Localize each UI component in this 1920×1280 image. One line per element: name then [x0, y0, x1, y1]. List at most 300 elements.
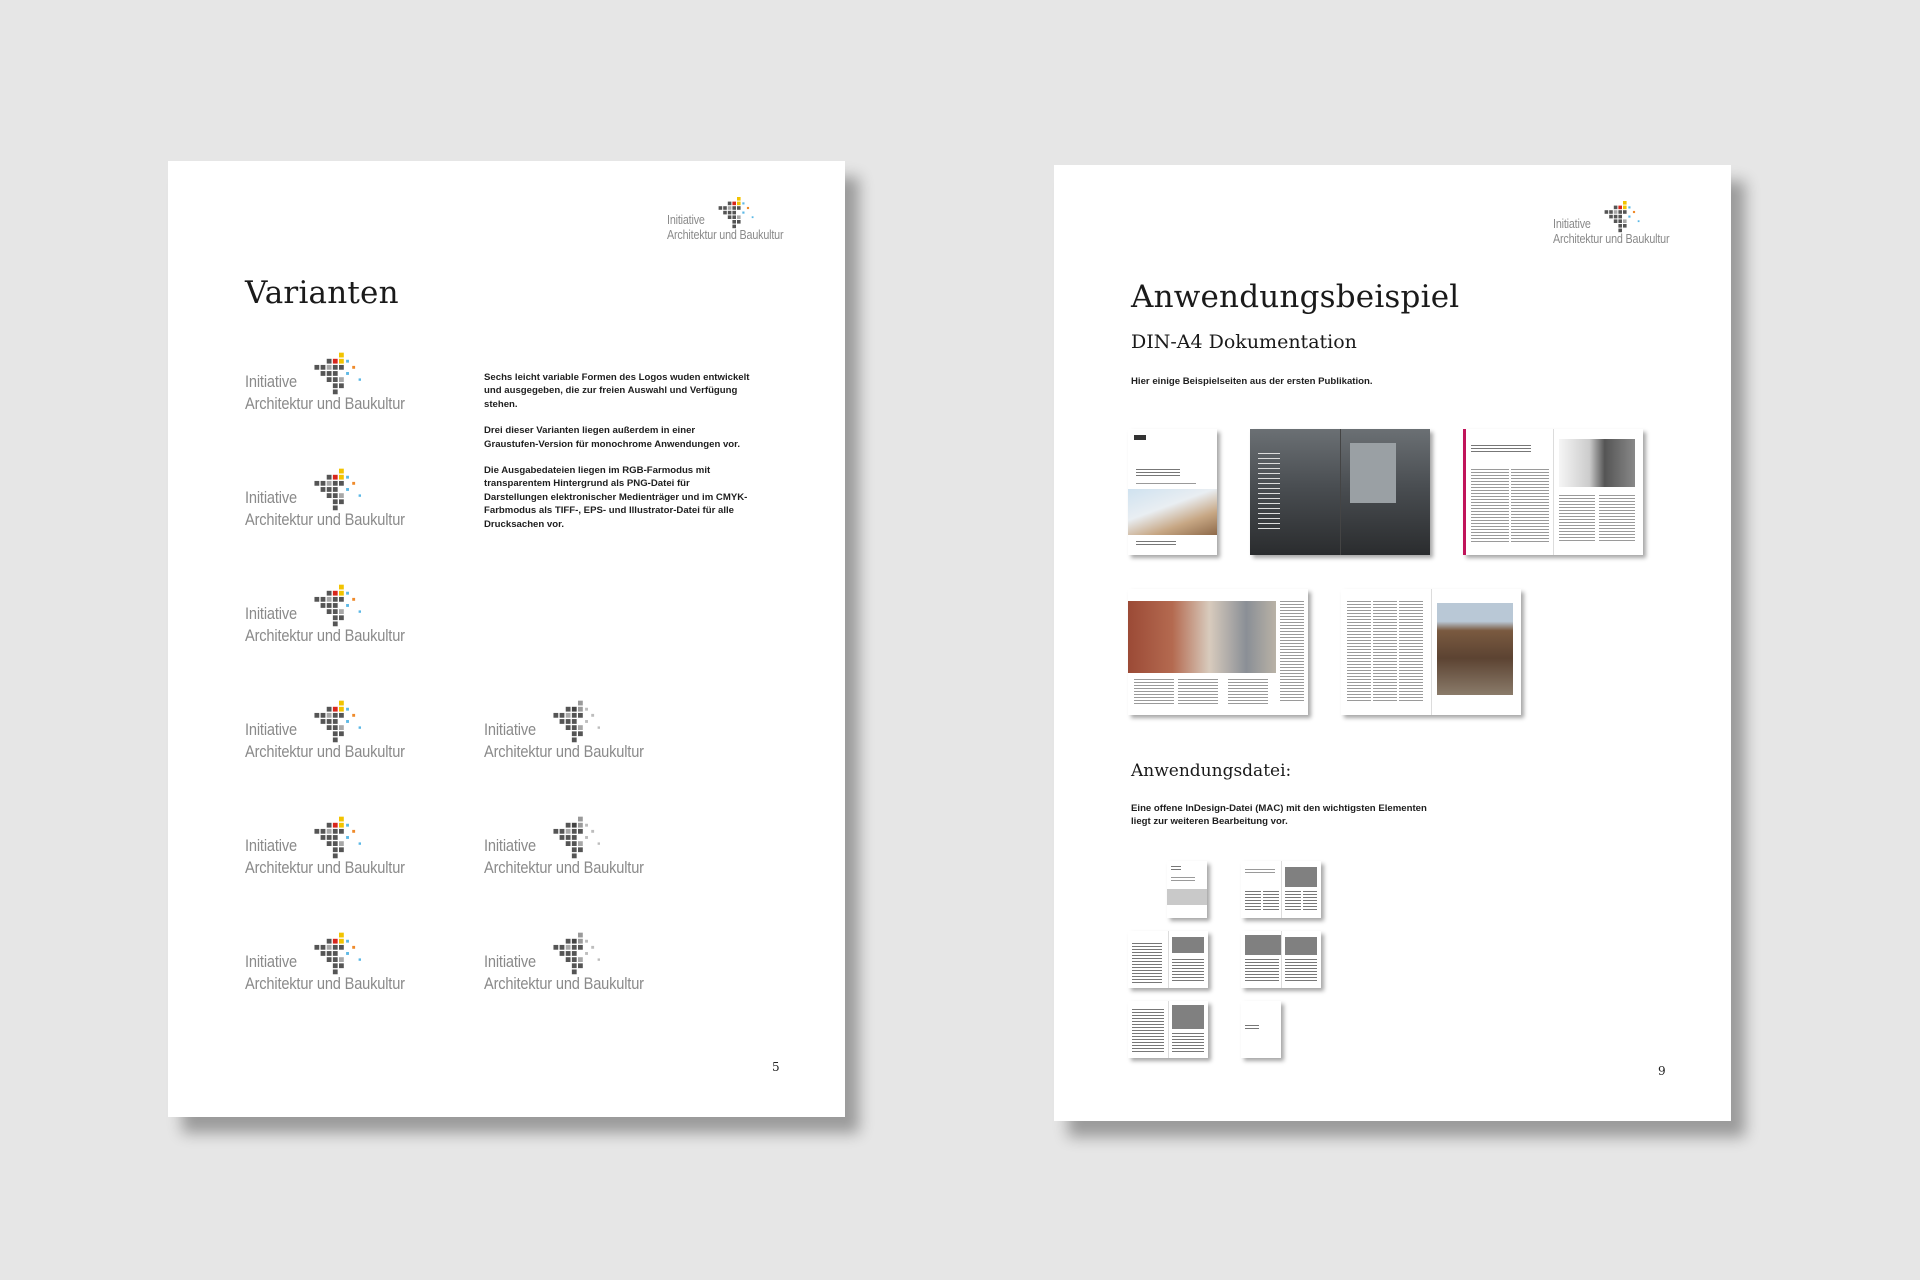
logo-pixel	[728, 202, 732, 206]
cover-footer-lines	[1136, 541, 1176, 546]
logo-pixel	[566, 951, 571, 956]
logo-pixel	[333, 957, 338, 962]
logo-pixel	[732, 206, 736, 210]
logo-pixel	[566, 939, 571, 944]
logo-pixel	[591, 830, 594, 833]
template-text-block	[1132, 943, 1162, 983]
logo-pixel	[321, 487, 326, 492]
cover-city-photo	[1128, 489, 1217, 535]
logo-pixel	[560, 829, 565, 834]
logo-pixel	[333, 847, 338, 852]
logo-pixel	[339, 713, 344, 718]
sample-page-spread-text	[1463, 429, 1643, 555]
logo-pixel	[346, 720, 349, 723]
template-fold	[1281, 861, 1282, 918]
spread-bottom-col-2	[1178, 679, 1218, 705]
logo-pixel	[1623, 206, 1627, 210]
logo-pixel	[346, 824, 349, 827]
logo-pixel	[578, 957, 583, 962]
logo-pixel	[333, 945, 338, 950]
paragraph-1: Sechs leicht variable Formen des Logos wuden entwickelt und ausgegeben, die zur freien Auswahl und Verfügung stehen.	[484, 372, 750, 410]
logo-text-architektur: Architektur und Baukultur	[245, 742, 405, 761]
spread-column-1	[1471, 469, 1509, 543]
template-col-4	[1303, 891, 1317, 911]
spread-bw-photo	[1559, 439, 1635, 487]
logo-pixel	[321, 951, 326, 956]
logo-pixel	[352, 830, 355, 833]
logo-pixel	[321, 713, 326, 718]
logo-mark-icon	[303, 931, 367, 977]
logo-pixel	[578, 847, 583, 852]
header-logo	[667, 196, 807, 244]
template-col-1	[1245, 891, 1261, 911]
logo-pixel	[572, 823, 577, 828]
logo-pixel	[578, 841, 583, 846]
logo-pixel	[1628, 206, 1630, 208]
logo-pixel	[359, 958, 361, 960]
logo-pixel	[327, 719, 332, 724]
logo-variant-gray-1	[484, 699, 674, 763]
logo-pixel	[333, 371, 338, 376]
logo-pixel	[752, 216, 754, 218]
logo-pixel	[327, 957, 332, 962]
logo-pixel	[572, 835, 577, 840]
paragraph-3: Die Ausgabedateien liegen im RGB-Farmodus mit transparentem Hintergrund als PNG-Datei für Darstellungen elektronischer Medienträger und im CMYK-Farbmodus als TIFF-, EPS- und Illustrator-Datei für alle Drucksachen vor.	[484, 465, 748, 530]
logo-pixel	[346, 952, 349, 955]
spread-side-column	[1280, 601, 1304, 701]
logo-pixel	[321, 835, 326, 840]
page-number: 9	[1658, 1064, 1666, 1078]
logo-pixel	[566, 957, 571, 962]
template-image-box	[1172, 937, 1204, 953]
logo-pixel	[1623, 224, 1627, 228]
logo-pixel	[1623, 201, 1627, 205]
logo-text-architektur: Architektur und Baukultur	[484, 858, 644, 877]
logo-pixel	[314, 829, 319, 834]
spread-heading	[1471, 445, 1531, 453]
logo-pixel	[1605, 210, 1609, 214]
page-title: Varianten	[245, 275, 399, 311]
logo-pixel	[1618, 224, 1622, 228]
logo-pixel	[566, 719, 571, 724]
logo-pixel	[339, 933, 344, 938]
logo-pixel	[333, 597, 338, 602]
logo-pixel	[352, 946, 355, 949]
spread-column-3	[1399, 601, 1423, 701]
logo-pixel	[585, 720, 588, 723]
logo-pixel	[339, 475, 344, 480]
section-text-line-1: Eine offene InDesign-Datei (MAC) mit den wichtigsten Elementen	[1131, 803, 1427, 814]
logo-pixel	[566, 725, 571, 730]
logo-pixel	[327, 609, 332, 614]
logo-pixel	[572, 939, 577, 944]
logo-mark-icon	[1596, 200, 1644, 234]
logo-pixel	[333, 475, 338, 480]
logo-pixel	[578, 731, 583, 736]
page-title: Anwendungsbeispiel	[1131, 279, 1460, 315]
logo-pixel	[352, 482, 355, 485]
logo-pixel	[553, 829, 558, 834]
cover-logo	[1134, 435, 1146, 440]
logo-pixel	[359, 494, 361, 496]
template-fold	[1281, 931, 1282, 988]
template-text-block-2	[1285, 959, 1317, 983]
logo-mark-icon	[710, 196, 758, 230]
spread-bottom-col-1	[1134, 679, 1174, 705]
logo-variant-color-6	[245, 931, 435, 995]
logo-pixel	[321, 829, 326, 834]
spread-square-photo	[1128, 601, 1276, 673]
section-text	[1131, 802, 1551, 829]
logo-pixel	[346, 488, 349, 491]
logo-pixel	[333, 383, 338, 388]
logo-pixel	[728, 215, 732, 219]
spread-column-2	[1373, 601, 1397, 701]
logo-pixel	[327, 377, 332, 382]
logo-pixel	[723, 206, 727, 210]
logo-pixel	[321, 603, 326, 608]
template-page-back	[1241, 1001, 1281, 1058]
logo-pixel	[560, 945, 565, 950]
template-col-2	[1263, 891, 1279, 911]
logo-pixel	[333, 939, 338, 944]
logo-mark-icon	[303, 583, 367, 629]
logo-text-initiative: Initiative	[245, 836, 297, 855]
logo-pixel	[339, 963, 344, 968]
spread-column-3	[1559, 495, 1595, 543]
logo-text-initiative: Initiative	[245, 604, 297, 623]
logo-variant-color-3	[245, 583, 435, 647]
logo-pixel	[339, 957, 344, 962]
section-text-line-2: liegt zur weiteren Bearbeitung vor.	[1131, 816, 1288, 828]
logo-pixel	[572, 841, 577, 846]
logo-pixel	[585, 940, 588, 943]
logo-pixel	[1618, 219, 1622, 223]
logo-pixel	[359, 610, 361, 612]
logo-variant-gray-2	[484, 815, 674, 879]
logo-pixel	[333, 835, 338, 840]
logo-pixel	[339, 823, 344, 828]
template-spread-2	[1128, 931, 1208, 988]
logo-pixel	[1618, 210, 1622, 214]
logo-pixel	[359, 726, 361, 728]
template-title	[1171, 866, 1181, 870]
logo-pixel	[566, 829, 571, 834]
logo-pixel	[359, 378, 361, 380]
logo-pixel	[1614, 210, 1618, 214]
logo-mark-icon	[303, 351, 367, 397]
logo-pixel	[737, 206, 741, 210]
logo-pixel	[333, 707, 338, 712]
logo-pixel	[578, 713, 583, 718]
logo-pixel	[1614, 206, 1618, 210]
logo-pixel	[314, 945, 319, 950]
logo-pixel	[321, 371, 326, 376]
logo-pixel	[585, 708, 588, 711]
logo-pixel	[333, 731, 338, 736]
logo-pixel	[572, 725, 577, 730]
spread-column-1	[1347, 601, 1371, 701]
template-text-block-2	[1172, 959, 1204, 983]
logo-pixel	[346, 836, 349, 839]
logo-pixel	[321, 945, 326, 950]
spread-fold	[1431, 589, 1432, 715]
logo-text-architektur: Architektur und Baukultur	[245, 858, 405, 877]
logo-pixel	[572, 957, 577, 962]
logo-mark-icon	[542, 815, 606, 861]
logo-pixel	[327, 365, 332, 370]
logo-pixel	[327, 493, 332, 498]
document-page-varianten	[168, 161, 845, 1117]
logo-pixel	[339, 817, 344, 822]
logo-pixel	[566, 707, 571, 712]
logo-pixel	[1623, 219, 1627, 223]
logo-pixel	[346, 476, 349, 479]
logo-pixel	[333, 359, 338, 364]
logo-pixel	[572, 951, 577, 956]
logo-text-architektur: Architektur und Baukultur	[667, 228, 784, 242]
logo-pixel	[333, 823, 338, 828]
logo-pixel	[747, 207, 749, 209]
sample-page-cover	[1128, 429, 1217, 555]
logo-pixel	[732, 202, 736, 206]
logo-pixel	[321, 719, 326, 724]
logo-pixel	[327, 597, 332, 602]
logo-text-architektur: Architektur und Baukultur	[484, 742, 644, 761]
logo-variant-color-2	[245, 467, 435, 531]
logo-pixel	[333, 591, 338, 596]
template-image-box	[1172, 1005, 1204, 1029]
logo-pixel	[737, 220, 741, 224]
logo-pixel	[339, 731, 344, 736]
spread-column-4	[1599, 495, 1635, 543]
logo-pixel	[1614, 215, 1618, 219]
logo-text-initiative: Initiative	[484, 720, 536, 739]
logo-pixel	[339, 377, 344, 382]
logo-pixel	[346, 604, 349, 607]
template-heading	[1245, 869, 1275, 875]
template-imprint	[1245, 1025, 1259, 1031]
logo-pixel	[327, 707, 332, 712]
logo-pixel	[572, 829, 577, 834]
logo-pixel	[585, 836, 588, 839]
logo-pixel	[1618, 215, 1622, 219]
sample-page-spread-photo-left	[1128, 589, 1308, 715]
logo-pixel	[333, 487, 338, 492]
logo-pixel	[327, 835, 332, 840]
logo-pixel	[339, 469, 344, 474]
logo-pixel	[333, 719, 338, 724]
logo-pixel	[732, 211, 736, 215]
logo-pixel	[314, 481, 319, 486]
logo-pixel	[327, 829, 332, 834]
logo-pixel	[327, 939, 332, 944]
logo-pixel	[339, 499, 344, 504]
logo-pixel	[578, 829, 583, 834]
logo-pixel	[566, 823, 571, 828]
logo-pixel	[333, 481, 338, 486]
logo-pixel	[585, 824, 588, 827]
cover-caption-lines	[1136, 483, 1196, 486]
logo-pixel	[346, 592, 349, 595]
page-subtitle: DIN-A4 Dokumentation	[1131, 331, 1357, 353]
template-spread-3	[1241, 931, 1321, 988]
template-text	[1171, 877, 1195, 883]
logo-pixel	[327, 475, 332, 480]
logo-pixel	[339, 365, 344, 370]
logo-pixel	[572, 731, 577, 736]
logo-text-initiative: Initiative	[245, 488, 297, 507]
logo-pixel	[327, 371, 332, 376]
logo-pixel	[339, 585, 344, 590]
logo-pixel	[327, 603, 332, 608]
logo-pixel	[578, 945, 583, 950]
logo-mark-icon	[303, 815, 367, 861]
logo-pixel	[333, 377, 338, 382]
logo-pixel	[572, 847, 577, 852]
logo-pixel	[321, 597, 326, 602]
logo-text-architektur: Architektur und Baukultur	[245, 974, 405, 993]
logo-pixel	[566, 835, 571, 840]
spread-white-text	[1258, 453, 1280, 533]
logo-pixel	[728, 206, 732, 210]
logo-pixel	[333, 609, 338, 614]
logo-pixel	[1638, 220, 1640, 222]
logo-pixel	[1609, 210, 1613, 214]
logo-pixel	[566, 945, 571, 950]
logo-pixel	[333, 615, 338, 620]
template-spread-4	[1128, 1001, 1208, 1058]
template-text-block	[1132, 1009, 1164, 1053]
paragraph-2: Drei dieser Varianten liegen außerdem in einer Graustufen-Version für monochrome Anwendungen vor.	[484, 425, 741, 450]
logo-pixel	[598, 842, 600, 844]
sample-page-spread-dark	[1250, 429, 1430, 555]
logo-pixel	[321, 365, 326, 370]
logo-pixel	[578, 707, 583, 712]
template-image-box	[1285, 867, 1317, 887]
logo-pixel	[339, 591, 344, 596]
logo-pixel	[333, 365, 338, 370]
logo-pixel	[591, 946, 594, 949]
logo-variant-color-5	[245, 815, 435, 879]
logo-variant-color-1	[245, 351, 435, 415]
logo-pixel	[578, 963, 583, 968]
logo-pixel	[339, 939, 344, 944]
logo-text-architektur: Architektur und Baukultur	[245, 394, 405, 413]
logo-pixel	[1609, 215, 1613, 219]
logo-pixel	[333, 713, 338, 718]
template-fold	[1168, 1001, 1169, 1058]
logo-pixel	[327, 713, 332, 718]
logo-variant-color-4	[245, 699, 435, 763]
spread-accent-bar	[1463, 429, 1466, 555]
logo-pixel	[352, 714, 355, 717]
logo-pixel	[572, 963, 577, 968]
logo-pixel	[352, 598, 355, 601]
logo-pixel	[333, 499, 338, 504]
page-number: 5	[772, 1060, 780, 1074]
logo-pixel	[327, 945, 332, 950]
template-image-box	[1245, 935, 1281, 955]
logo-pixel	[1614, 219, 1618, 223]
logo-pixel	[339, 725, 344, 730]
logo-pixel	[566, 841, 571, 846]
logo-pixel	[578, 817, 583, 822]
logo-pixel	[333, 725, 338, 730]
logo-pixel	[560, 951, 565, 956]
spread-bottom-col-3	[1228, 679, 1268, 705]
logo-pixel	[314, 597, 319, 602]
section-title: Anwendungsdatei:	[1131, 761, 1292, 781]
logo-pixel	[737, 202, 741, 206]
template-col-3	[1285, 891, 1301, 911]
template-fold	[1168, 931, 1169, 988]
logo-pixel	[327, 725, 332, 730]
logo-pixel	[578, 939, 583, 944]
spread-fold	[1553, 429, 1554, 555]
logo-text-initiative: Initiative	[245, 720, 297, 739]
logo-pixel	[598, 726, 600, 728]
spread-fold	[1340, 429, 1341, 555]
logo-pixel	[346, 708, 349, 711]
logo-text-initiative: Initiative	[245, 372, 297, 391]
logo-pixel	[333, 841, 338, 846]
logo-pixel	[339, 359, 344, 364]
logo-pixel	[321, 481, 326, 486]
logo-text-initiative: Initiative	[667, 213, 705, 227]
logo-pixel	[339, 383, 344, 388]
logo-text-architektur: Architektur und Baukultur	[245, 510, 405, 529]
logo-text-initiative: Initiative	[245, 952, 297, 971]
logo-pixel	[327, 481, 332, 486]
logo-variant-gray-3	[484, 931, 674, 995]
logo-text-architektur: Architektur und Baukultur	[1553, 232, 1670, 246]
logo-pixel	[333, 829, 338, 834]
logo-text-initiative: Initiative	[484, 952, 536, 971]
spread-timber-house-photo	[1437, 603, 1513, 695]
logo-pixel	[732, 220, 736, 224]
logo-pixel	[578, 725, 583, 730]
logo-pixel	[737, 197, 741, 201]
logo-pixel	[327, 841, 332, 846]
document-page-anwendungsbeispiel	[1054, 165, 1731, 1121]
logo-pixel	[339, 481, 344, 486]
logo-pixel	[1623, 210, 1627, 214]
logo-pixel	[339, 847, 344, 852]
logo-pixel	[732, 215, 736, 219]
logo-pixel	[1618, 206, 1622, 210]
logo-mark-icon	[542, 699, 606, 745]
template-image-box-2	[1285, 937, 1317, 955]
logo-pixel	[339, 353, 344, 358]
logo-pixel	[1633, 211, 1635, 213]
logo-pixel	[346, 940, 349, 943]
logo-pixel	[333, 493, 338, 498]
logo-pixel	[728, 211, 732, 215]
logo-pixel	[553, 713, 558, 718]
template-spread-1	[1241, 861, 1321, 918]
logo-pixel	[327, 487, 332, 492]
logo-pixel	[723, 211, 727, 215]
spread-building	[1350, 443, 1396, 503]
header-logo	[1553, 200, 1693, 248]
logo-pixel	[339, 945, 344, 950]
logo-pixel	[339, 829, 344, 834]
logo-pixel	[314, 713, 319, 718]
logo-pixel	[742, 202, 744, 204]
logo-pixel	[327, 823, 332, 828]
logo-pixel	[1628, 216, 1630, 218]
